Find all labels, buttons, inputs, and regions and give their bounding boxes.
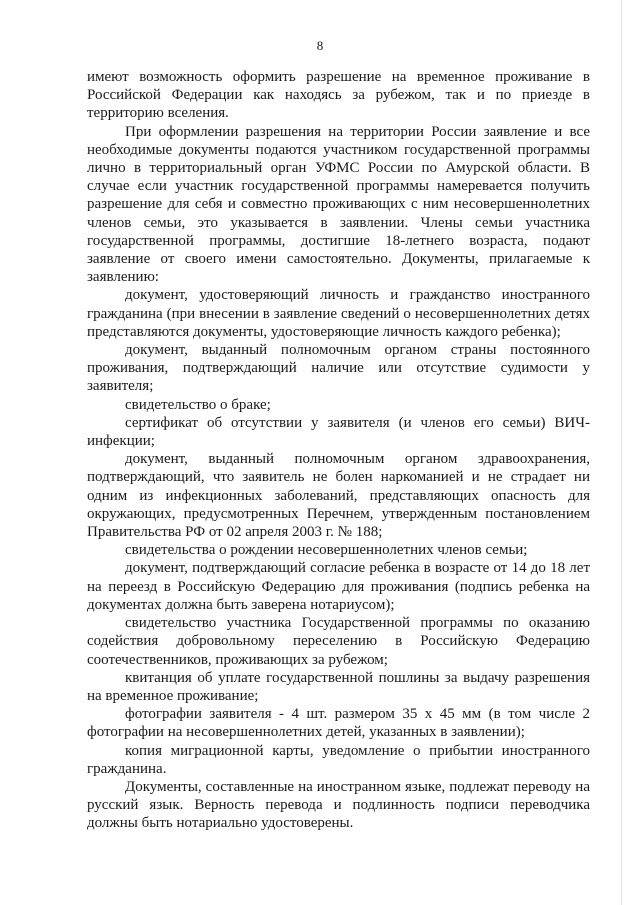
list-item-migration-card: копия миграционной карты, уведомление о прибытии иностранного гражданина.: [87, 742, 590, 777]
paragraph-continuation: имеют возможность оформить разрешение на временное проживание в Российской Федерации как находясь за рубежом, так и по приезде в территорию вселения.: [87, 69, 590, 122]
list-item-fee-receipt: квитанция об уплате государственной пошлины за выдачу разрешения на временное проживание;: [87, 669, 590, 704]
scan-edge-line: [621, 0, 622, 905]
list-item-marriage-certificate: свидетельство о браке;: [125, 396, 271, 413]
document-body: [87, 68, 590, 833]
paragraph-application-procedure: При оформлении разрешения на территории России заявление и все необходимые документы подаются участником государственной программы лично в территориальный орган УФМС России по Амурской области. В случае если участник государственной программы намеревается получить разрешение для себя и совместно проживающих с ним несовершеннолетних членов семьи, это указывается в заявлении. Члены семьи участника государственной программы, достигшие 18-летнего возраста, подают заявление от своего имени самостоятельно. Документы, прилагаемые к заявлению:: [87, 123, 590, 286]
list-item-health-document: документ, выданный полномочным органом здравоохранения, подтверждающий, что заявитель не болен наркоманией и не страдает ни одним из инфекционных заболеваний, представляющих опасность для окружающих, предусмотренных Перечнем, утвержденным постановлением Правительства РФ от 02 апреля 2003 г. № 188;: [87, 451, 590, 541]
list-item-child-consent: документ, подтверждающий согласие ребенка в возрасте от 14 до 18 лет на переезд в Российскую Федерацию для проживания (подпись ребенка на документах должна быть заверена нотариусом);: [87, 560, 590, 613]
list-item-program-certificate: свидетельство участника Государственной программы по оказанию содействия добровольному переселению в Российскую Федерацию соотечественников, проживающих за рубежом;: [87, 615, 590, 668]
paragraph-translation-requirement: Документы, составленные на иностранном языке, подлежат переводу на русский язык. Верность перевода и подлинность подписи переводчика должны быть нотариально удостоверены.: [87, 778, 590, 832]
list-item-hiv-certificate: сертификат об отсутствии у заявителя (и членов его семьи) ВИЧ-инфекции;: [87, 414, 590, 450]
page-number: 8: [316, 38, 324, 53]
list-item-photographs: фотографии заявителя - 4 шт. размером 35 х 45 мм (в том числе 2 фотографии на несовершеннолетних детей, указанных в заявлении);: [87, 706, 590, 741]
list-item-birth-certificates: свидетельства о рождении несовершеннолетних членов семьи;: [125, 542, 528, 559]
list-item-identity-document: документ, удостоверяющий личность и гражданство иностранного гражданина (при внесении в заявление сведений о несовершеннолетних детях представляются документы, удостоверяющие личность каждого ребенка);: [87, 287, 590, 340]
list-item-criminal-record-document: документ, выданный полномочным органом страны постоянного проживания, подтверждающий наличие или отсутствие судимости у заявителя;: [87, 342, 590, 395]
